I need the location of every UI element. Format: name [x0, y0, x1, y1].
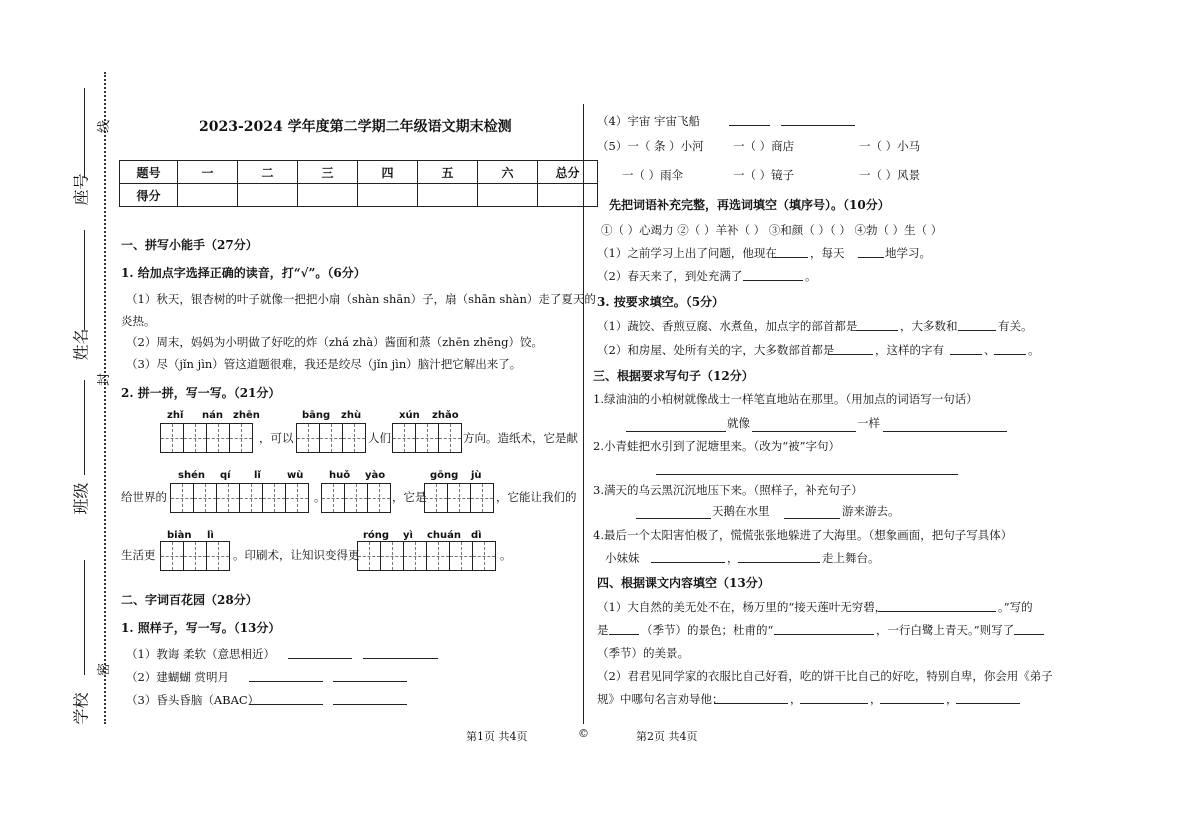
row1-text-b: 人们	[368, 431, 391, 445]
q1-line1b: 炎热。	[121, 314, 156, 328]
q1-title: 1. 给加点字选择正确的读音，打“√”。（6分）	[121, 266, 366, 280]
s4-line3: （季节）的美景。	[597, 646, 689, 660]
score-input-cell[interactable]	[478, 184, 538, 207]
s3-q3-b: 游来游去。	[842, 504, 900, 518]
writing-grid[interactable]	[160, 541, 230, 571]
s3-q2: 2.小青蛙把水引到了泥塘里来。（改为“被”字句）	[593, 439, 840, 453]
grid-cell[interactable]	[216, 483, 240, 513]
s2q1-line1: （1）教诲 柔软（意思相近）	[126, 647, 275, 661]
r5-line-d: 一（ ）雨伞	[622, 168, 684, 182]
pinyin: qí	[220, 470, 231, 481]
writing-grid[interactable]	[296, 423, 366, 453]
pinyin: bāng	[302, 410, 331, 421]
pinyin: gōng	[430, 470, 459, 481]
s2q2-title: 先把词语补充完整，再选词填空（填序号）。（10分）	[609, 198, 890, 212]
s2q3-line2b: ，这样的字有	[875, 343, 944, 357]
writing-grid[interactable]	[170, 483, 309, 513]
answer-blank[interactable]	[950, 343, 982, 355]
grid-cell[interactable]	[367, 483, 391, 513]
q2-title: 2. 拼一拼，写一写。（21分）	[121, 386, 281, 400]
s4-line5: 规》中哪句名言劝导他：	[597, 692, 724, 706]
score-input-cell[interactable]	[538, 184, 598, 207]
answer-blank[interactable]	[714, 692, 788, 704]
s4-sep: ，	[790, 692, 802, 706]
grid-cell[interactable]	[438, 423, 462, 453]
score-row-label: 得分	[120, 184, 178, 207]
answer-blank[interactable]	[858, 246, 884, 258]
writing-grid[interactable]	[392, 423, 462, 453]
score-header-cell: 六	[478, 161, 538, 184]
grid-cell[interactable]	[170, 483, 194, 513]
s2q2-line1b: ，每天	[810, 246, 845, 260]
answer-blank[interactable]	[781, 114, 855, 126]
answer-blank[interactable]	[880, 692, 944, 704]
score-header-cell: 总分	[538, 161, 598, 184]
s2q2-line1c: 地学习。	[885, 246, 931, 260]
pinyin: zhǎo	[432, 410, 459, 421]
grid-cell[interactable]	[319, 423, 343, 453]
grid-cell[interactable]	[229, 423, 253, 453]
q1-line1: （1）秋天，银杏树的叶子就像一把把小扇（shàn shān）子，扇（shān shàn）走了夏天的	[126, 292, 596, 306]
grid-cell[interactable]	[206, 541, 230, 571]
s2q1-line2: （2）建蝴蝴 赏明月	[126, 670, 229, 684]
pinyin: zhù	[341, 410, 362, 421]
section-2-title: 二、字词百花园（28分）	[121, 593, 258, 607]
pinyin: jù	[471, 470, 482, 481]
answer-blank[interactable]	[636, 507, 711, 519]
name-line	[84, 230, 85, 330]
grid-cell[interactable]	[342, 423, 366, 453]
answer-blank[interactable]	[772, 246, 808, 258]
s3-q3: 3.满天的乌云黑沉沉地压下来。（照样子，补充句子）	[593, 483, 863, 497]
pinyin: yì	[403, 530, 413, 541]
s3-q1-b: 一样	[857, 416, 880, 430]
r5-line-f: 一（ ）风景	[859, 168, 921, 182]
answer-blank[interactable]	[656, 463, 958, 475]
s3-q4-a: 小妹妹	[605, 551, 640, 565]
pinyin: zhēn	[233, 410, 260, 421]
pinyin: yào	[365, 470, 386, 481]
s2q2-line2b: 。	[805, 269, 817, 283]
pinyin: dì	[471, 530, 482, 541]
answer-blank[interactable]	[333, 670, 407, 682]
school-line	[84, 560, 85, 675]
answer-blank[interactable]	[774, 623, 874, 635]
s4-line2: 是	[597, 623, 609, 637]
s2q3-line2d: 。	[1028, 343, 1040, 357]
score-header-cell: 四	[358, 161, 418, 184]
answer-blank[interactable]	[829, 343, 873, 355]
pinyin: nán	[202, 410, 223, 421]
answer-blank[interactable]	[249, 693, 323, 705]
exam-title: 2023-2024 学年度第二学期二年级语文期末检测	[199, 119, 512, 135]
pinyin: shén	[178, 470, 205, 481]
seal-mi-mark: 密	[97, 662, 113, 677]
answer-blank[interactable]	[363, 647, 438, 659]
r5-line-a: （5）一（ 条 ）小河	[597, 139, 704, 153]
score-input-cell[interactable]	[238, 184, 298, 207]
answer-blank[interactable]	[800, 692, 868, 704]
answer-blank[interactable]	[609, 623, 639, 635]
pinyin: huǒ	[329, 470, 351, 481]
s2q1-line3: （3）昏头昏脑（ABAC）	[126, 693, 260, 707]
score-header-row	[120, 161, 598, 184]
s3-q4-c: 走上舞台。	[822, 551, 880, 565]
grid-cell[interactable]	[285, 483, 309, 513]
grid-cell[interactable]	[415, 423, 439, 453]
s4-line2c: ，一行白鹭上青天。”则写了	[876, 623, 1015, 637]
score-header-cell: 题号	[120, 161, 178, 184]
s2q1-title: 1. 照样子，写一写。（13分）	[121, 621, 281, 635]
answer-blank[interactable]	[743, 269, 803, 281]
s4-line1b: 。”写的	[998, 600, 1033, 614]
s3-q1-a: 就像	[727, 416, 750, 430]
row3-text-b: 。印刷术，让知识变得更	[233, 548, 360, 562]
grid-cell[interactable]	[344, 483, 368, 513]
s3-q1: 1.绿油油的小柏树就像战士一样笔直地站在那里。（用加点的词语写一句话）	[593, 392, 978, 406]
row1-text-a: ，可以	[259, 431, 294, 445]
grid-cell[interactable]	[193, 483, 217, 513]
section-3-title: 三、根据要求写句子（12分）	[593, 369, 754, 383]
grid-cell[interactable]	[426, 541, 450, 571]
score-header-cell: 三	[298, 161, 358, 184]
grid-cell[interactable]	[183, 541, 207, 571]
s3-q4-b: ，	[727, 551, 739, 565]
s2q3-title: 3. 按要求填空。（5分）	[597, 295, 725, 309]
pinyin: lǐ	[254, 470, 261, 481]
q1-line3: （3）尽（jǐn jìn）管这道题很难，我还是绞尽（jǐn jìn）脑汁把它解出来了。	[126, 357, 522, 371]
grid-cell[interactable]	[262, 483, 286, 513]
row2-text-a: 给世界的	[121, 490, 167, 504]
grid-cell[interactable]	[296, 423, 320, 453]
row2-text-b: 。	[314, 490, 326, 504]
pinyin: chuán	[427, 530, 462, 541]
row3-text-a: 生活更	[121, 548, 156, 562]
seat-line	[84, 88, 85, 178]
pinyin: wù	[287, 470, 304, 481]
grid-cell[interactable]	[392, 423, 416, 453]
grid-cell[interactable]	[160, 423, 184, 453]
grid-cell[interactable]	[447, 483, 471, 513]
s4-line4: （2）君君见同学家的衣服比自己好看，吃的饼干比自己的好吃，特别自卑，你会用《弟子	[597, 669, 1053, 683]
s4-sep: ，	[870, 692, 882, 706]
name-label: 姓名	[71, 328, 91, 361]
answer-blank[interactable]	[994, 343, 1026, 355]
seat-label: 座号	[71, 173, 91, 206]
grid-cell[interactable]	[160, 541, 184, 571]
class-line	[84, 380, 85, 475]
page-footer-mid: ©	[578, 727, 589, 740]
s2q3-line2: （2）和房屋、处所有关的字，大多数部首都是	[597, 343, 835, 357]
grid-cell[interactable]	[183, 423, 207, 453]
answer-blank[interactable]	[249, 670, 323, 682]
score-input-cell[interactable]	[298, 184, 358, 207]
pinyin: xún	[399, 410, 420, 421]
score-input-cell[interactable]	[418, 184, 478, 207]
grid-cell[interactable]	[239, 483, 263, 513]
row2-text-d: ，它能让我们的	[496, 490, 577, 504]
writing-grid[interactable]	[424, 483, 494, 513]
q1-line2: （2）周末，妈妈为小明做了好吃的炸（zhá zhà）酱面和蒸（zhēn zhēng）饺。	[126, 335, 543, 349]
pinyin: lì	[207, 530, 214, 541]
grid-cell[interactable]	[380, 541, 404, 571]
section-1-title: 一、拼写小能手（27分）	[121, 238, 258, 252]
s3-q4: 4.最后一个太阳害怕极了，慌慌张张地躲进了大海里。（想象画面，把句子写具体）	[593, 528, 1013, 542]
s2q3-line1: （1）蔬饺、香煎豆腐、水煮鱼，加点字的部首都是	[597, 319, 858, 333]
section-4-title: 四、根据课文内容填空（13分）	[597, 576, 770, 590]
row1-text-c: 方向。造纸术，它是献	[463, 431, 578, 445]
pinyin: róng	[363, 530, 390, 541]
grid-cell[interactable]	[449, 541, 473, 571]
answer-blank[interactable]	[856, 319, 898, 331]
r4-line: （4）宇宙 宇宙飞船	[597, 114, 700, 128]
class-label: 班级	[71, 482, 91, 515]
seal-feng-mark: 封	[97, 372, 113, 387]
answer-blank[interactable]	[784, 507, 840, 519]
grid-cell[interactable]	[357, 541, 381, 571]
answer-blank[interactable]	[651, 551, 725, 563]
s4-sep: ，	[946, 692, 958, 706]
answer-blank[interactable]	[729, 114, 770, 126]
r5-line-b: 一（ ）商店	[733, 139, 795, 153]
writing-grid[interactable]	[357, 541, 496, 571]
s4-line1: （1）大自然的美无处不在，杨万里的“接天莲叶无穷碧，	[597, 600, 887, 614]
answer-blank[interactable]	[1014, 623, 1044, 635]
r5-line-e: 一（ ）镜子	[733, 168, 795, 182]
row2-text-c: ，它是	[392, 490, 427, 504]
grid-cell[interactable]	[424, 483, 448, 513]
score-value-row	[120, 184, 598, 207]
s2q3-line1c: 有关。	[998, 319, 1033, 333]
writing-grid[interactable]	[321, 483, 391, 513]
s2q3-line1b: ，大多数和	[900, 319, 958, 333]
s2q3-line2c: 、	[984, 343, 996, 357]
answer-blank[interactable]	[878, 600, 996, 612]
r5-line-c: 一（ ）小马	[859, 139, 921, 153]
score-input-cell[interactable]	[178, 184, 238, 207]
page-footer-left: 第1页 共4页	[466, 730, 528, 743]
grid-cell[interactable]	[470, 483, 494, 513]
answer-blank[interactable]	[956, 692, 1020, 704]
answer-blank[interactable]	[626, 420, 726, 432]
s2q2-line2: （2）春天来了，到处充满了	[597, 269, 743, 283]
pinyin: zhǐ	[167, 410, 184, 421]
answer-blank[interactable]	[288, 647, 352, 659]
binding-dotted-line	[104, 72, 106, 724]
page-footer-right: 第2页 共4页	[636, 730, 698, 743]
s4-line2b: （季节）的景色；杜甫的“	[641, 623, 774, 637]
score-header-cell: 一	[178, 161, 238, 184]
grid-cell[interactable]	[403, 541, 427, 571]
s2q2-line1: （1）之前学习上出了问题，他现在	[597, 246, 777, 260]
s3-q3-a: 天鹅在水里	[712, 504, 770, 518]
grid-cell[interactable]	[206, 423, 230, 453]
answer-blank[interactable]	[883, 420, 1007, 432]
grid-cell[interactable]	[321, 483, 345, 513]
s2q2-options: ①（ ）心竭力 ②（ ）羊补（ ） ③和颜（ ）（ ） ④勃（ ）生（ ）	[601, 223, 943, 237]
answer-blank[interactable]	[333, 693, 407, 705]
score-input-cell[interactable]	[358, 184, 418, 207]
writing-grid[interactable]	[160, 423, 253, 453]
score-header-cell: 二	[238, 161, 298, 184]
seal-line-mark: 线	[97, 119, 113, 134]
answer-blank[interactable]	[958, 319, 996, 331]
grid-cell[interactable]	[472, 541, 496, 571]
row3-text-c: 。	[500, 548, 512, 562]
answer-blank[interactable]	[738, 551, 820, 563]
answer-blank[interactable]	[752, 420, 856, 432]
score-header-cell: 五	[418, 161, 478, 184]
pinyin: biàn	[167, 530, 192, 541]
school-label: 学校	[71, 692, 91, 725]
score-table	[119, 160, 598, 207]
